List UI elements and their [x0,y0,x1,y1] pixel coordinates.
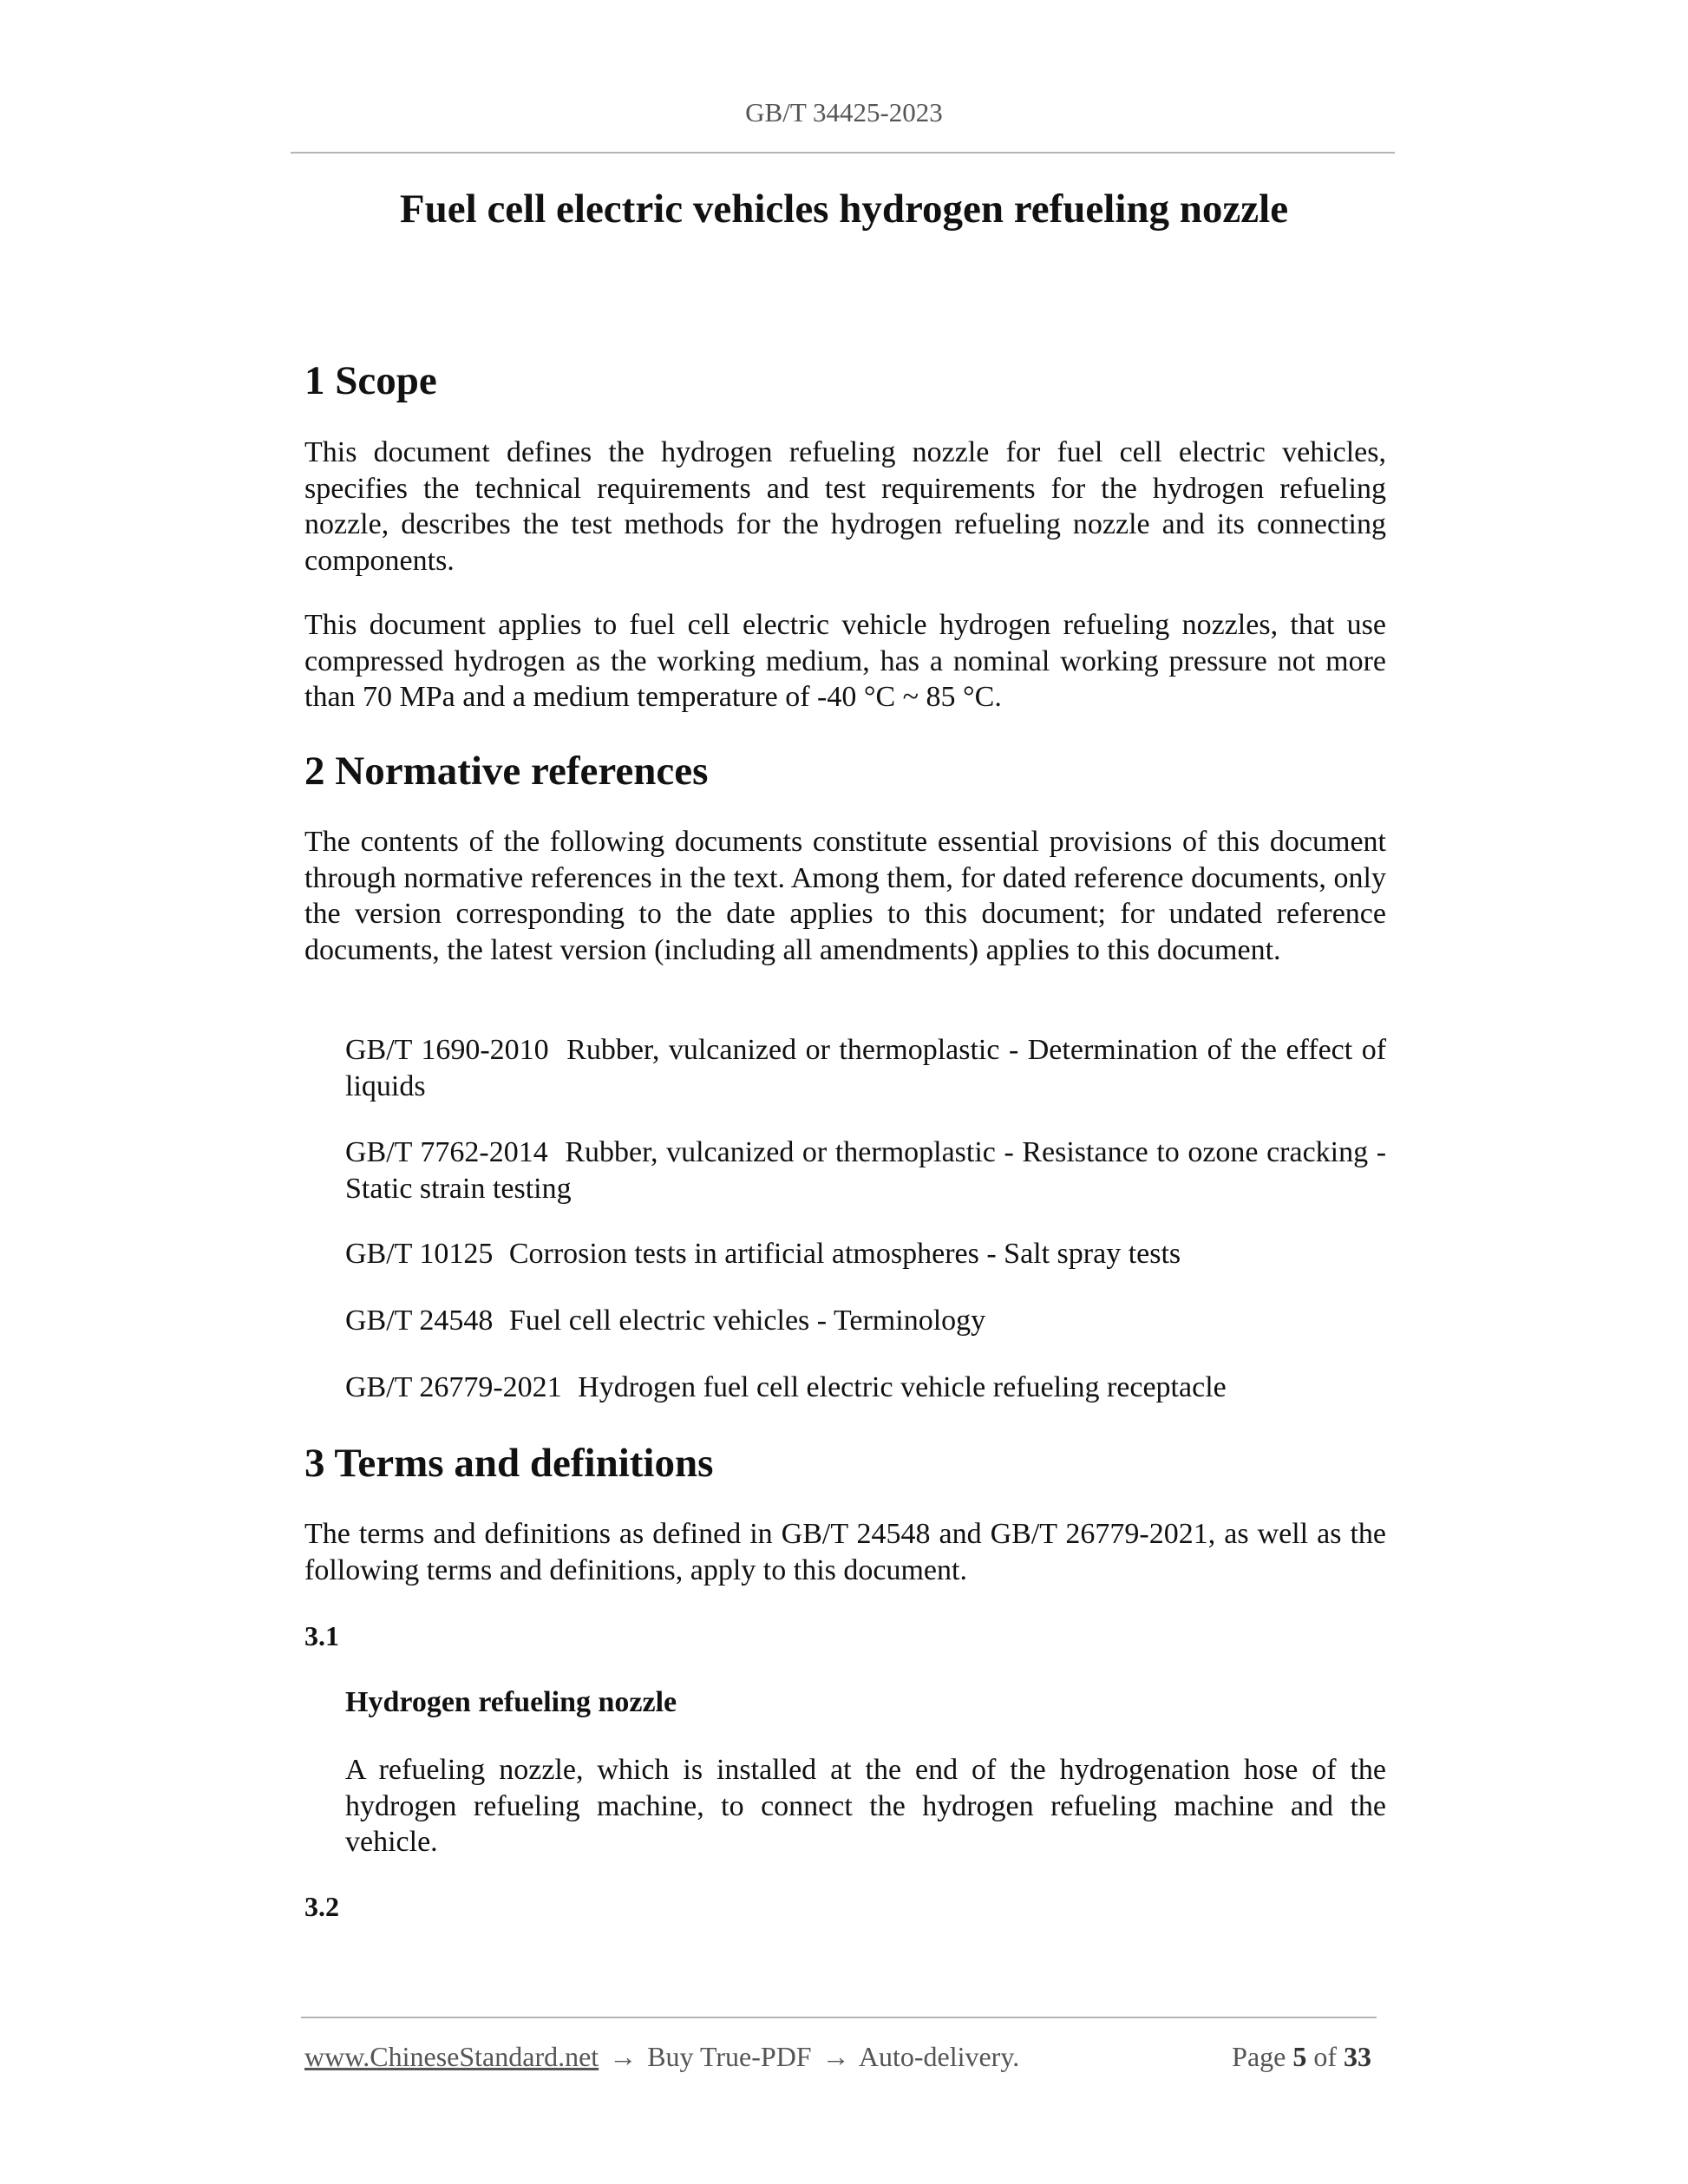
clause-number: 3.1 [304,1620,339,1651]
section-heading-scope: 1 Scope [304,358,437,403]
scope-paragraph-1: This document defines the hydrogen refueling nozzle for fuel cell electric vehicles, specifies the technical requirements and test requirements for the hydrogen refueling nozzle, describes the test methods for the hydrogen refueling nozzle and its connecting components. [304,436,1386,577]
section-heading-normative-references: 2 Normative references [304,749,709,794]
header-standard-number: GB/T 34425-2023 [745,97,943,128]
reference-title: Rubber, vulcanized or thermoplastic - Determination of the effect of liquids [345,1034,1387,1102]
reference-item [345,1236,1386,1272]
terms-intro: The terms and definitions as defined in GB/T 24548 and GB/T 26779-2021, as well as the following terms and definitions, apply to this document. [304,1518,1386,1586]
page-indicator [1232,2041,1371,2073]
total-pages-number: 33 [1344,2041,1371,2072]
reference-title: Fuel cell electric vehicles - Terminology [508,1305,986,1337]
reference-item [345,1032,1386,1104]
term-definition: A refueling nozzle, which is installed at the end of the hydrogenation hose of the hydrogen refueling machine, to connect the hydrogen refueling machine and the vehicle. [345,1754,1386,1858]
arrow-right-icon: → [821,2041,850,2072]
reference-title: Rubber, vulcanized or thermoplastic - Resistance to ozone cracking - Static strain testing [345,1136,1387,1205]
reference-title: Corrosion tests in artificial atmospheres - Salt spray tests [508,1238,1181,1270]
reference-item [345,1370,1386,1406]
reference-code: GB/T 24548 [345,1305,494,1337]
footer-links [304,2041,1019,2073]
reference-code: GB/T 26779-2021 [345,1371,562,1403]
of-label: of [1313,2041,1337,2072]
section-heading-terms: 3 Terms and definitions [304,1441,714,1486]
reference-code: GB/T 7762-2014 [345,1136,548,1168]
header-divider [291,152,1395,154]
buy-true-pdf-text: Buy True-PDF [647,2041,812,2072]
normative-references-intro: The contents of the following documents constitute essential provisions of this document through normative references in the text. Among them, for dated reference documents, only the version corresponding to the date applies to this document; for undated reference documents, the latest version (including all amendments) applies to this document. [304,826,1386,966]
reference-item [345,1303,1386,1339]
site-link[interactable]: www.ChineseStandard.net [304,2041,599,2072]
reference-code: GB/T 10125 [345,1238,494,1270]
reference-code: GB/T 1690-2010 [345,1034,549,1066]
document-title: Fuel cell electric vehicles hydrogen refueling nozzle [399,186,1289,232]
page-label: Page [1232,2041,1286,2072]
auto-delivery-text: Auto-delivery. [858,2041,1020,2072]
arrow-right-icon: → [609,2041,638,2072]
clause-number: 3.2 [304,1891,339,1922]
reference-item [345,1135,1386,1206]
footer-divider [301,2017,1377,2018]
scope-paragraph-2: This document applies to fuel cell electric vehicle hydrogen refueling nozzles, that use compressed hydrogen as the working medium, has a nominal working pressure not more than 70 MPa and a medium temperature of -40 °C ~ 85 °C. [304,609,1386,713]
term-title: Hydrogen refueling nozzle [345,1686,677,1718]
reference-title: Hydrogen fuel cell electric vehicle refueling receptacle [578,1371,1227,1403]
current-page-number: 5 [1292,2041,1307,2072]
